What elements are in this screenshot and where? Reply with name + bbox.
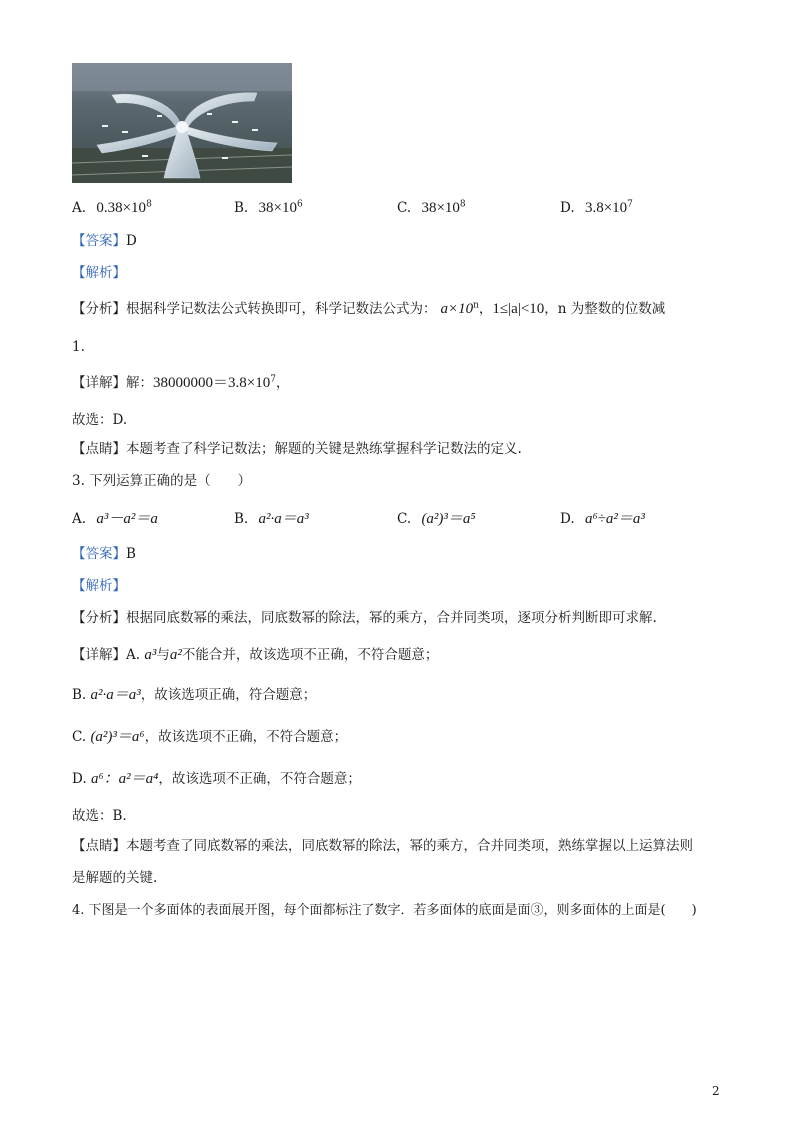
q2-option-b: B. $38\times 10^6$ [234,199,303,216]
q3-conclusion: 故选：B. [72,808,127,824]
page-number: 2 [712,1084,720,1098]
q3-detail-d: D. a⁶：a²＝a⁴，故该选项不正确，不符合题意； [72,771,361,787]
q4-stem: 4. 下图是一个多面体的表面展开图，每个面都标注了数字．若多面体的底面是面③，则多面体的上面是( ) [72,903,697,918]
q3-stem: 3. 下列运算正确的是（ ） [72,473,252,489]
q3-detail-a: 【详解】A. a³与a²不能合并，故该选项不正确，不符合题意； [72,647,439,663]
q3-option-b: B. a²·a＝a³ [234,511,309,527]
q3-analysis-tag: 【解析】 [72,578,126,594]
q2-fenxi-line2: 1. [72,339,85,355]
q2-option-d: D. $3.8\times 10^7$ [560,199,633,216]
q2-answer: 【答案】D [72,233,137,249]
q3-detail-c: C. (a²)³＝a⁶，故该选项不正确，不符合题意； [72,729,348,745]
q2-option-a: A. $0.38\times 10^8$ [72,199,152,216]
q3-dianjing-line2: 是解题的关键. [72,870,158,886]
q2-analysis-tag: 【解析】 [72,265,126,281]
q2-fenxi: 【分析】根据科学记数法公式转换即可，科学记数法公式为： $a\times 10^n$，1≤|a|<10，n 为整数的位数减 [72,300,666,317]
q3-option-c: C. (a²)³＝a⁵ [397,511,476,527]
q3-option-d: D. a⁶÷a²＝a³ [560,511,645,527]
q2-dianjing: 【点睛】本题考查了科学记数法；解题的关键是熟练掌握科学记数法的定义. [72,441,522,457]
airport-aerial-photo [72,63,292,183]
q3-fenxi: 【分析】根据同底数幂的乘法，同底数幂的除法，幂的乘方，合并同类项，逐项分析判断即可求解. [72,610,657,626]
q2-option-c: C. $38\times 10^8$ [397,199,466,216]
q3-answer: 【答案】B [72,546,136,562]
q3-option-a: A. a³－a²＝a [72,511,158,527]
q2-conclusion: 故选：D. [72,412,128,428]
q2-detail: 【详解】解：$38000000=3.8\times 10^7$， [72,374,290,391]
q3-detail-b: B. a²·a＝a³，故该选项正确，符合题意； [72,687,317,703]
q3-dianjing-line1: 【点睛】本题考查了同底数幂的乘法，同底数幂的除法，幂的乘方，合并同类项，熟练掌握以上运算法则 [72,838,693,854]
